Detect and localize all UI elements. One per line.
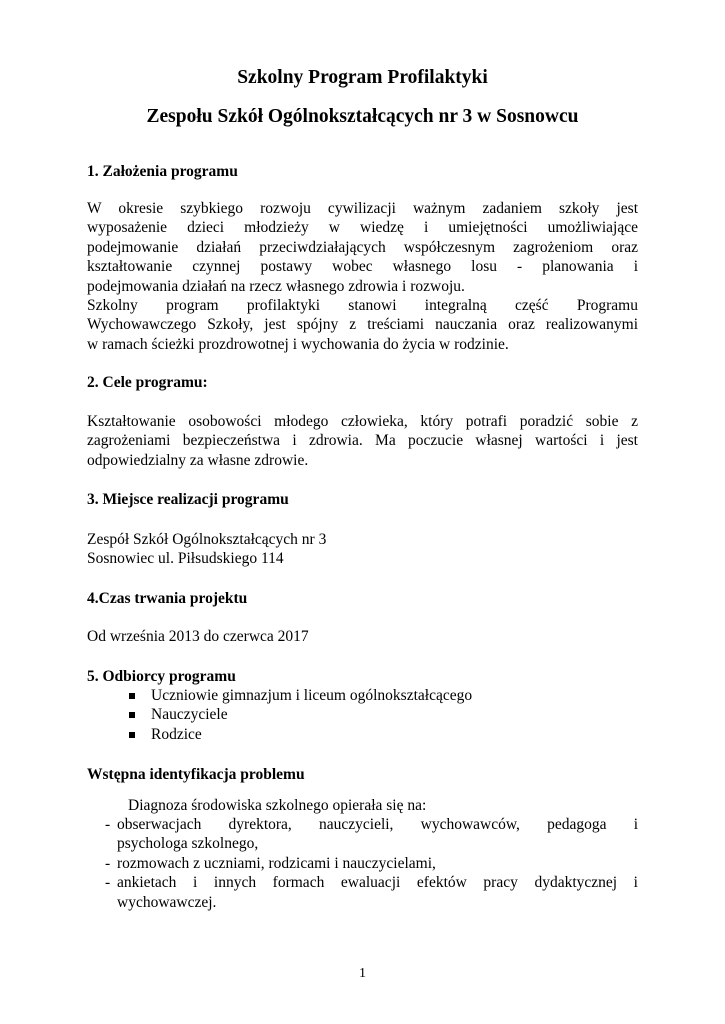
section-4-heading: 4.Czas trwania projektu (87, 590, 248, 607)
square-bullet-icon (129, 732, 135, 738)
document-subtitle: Zespołu Szkół Ogólnokształcących nr 3 w Sosnowcu (146, 106, 579, 127)
section-1-line: Wychowawczego Szkoły, jest spójny z treściami nauczania oraz realizowanymi (87, 316, 638, 334)
dash-marker: - (105, 854, 111, 872)
list-item-text-line: obserwacjach dyrektora, nauczycieli, wychowawców, pedagoga i (117, 816, 638, 833)
section-3-body (87, 530, 638, 569)
list-item (87, 873, 638, 912)
list-item-text-line: psychologa szkolnego, (117, 835, 259, 853)
recipients-list (126, 686, 472, 744)
list-item-text-line: wychowawczej. (117, 893, 217, 911)
list-item (126, 686, 472, 705)
square-bullet-icon (129, 693, 135, 699)
section-6-heading: Wstępna identyfikacja problemu (87, 766, 305, 783)
section-1-line: podejmowanie działań przeciwdziałających współczesnym zagrożeniom oraz (87, 238, 638, 256)
list-item-text: rozmowach z uczniami, rodzicami i nauczycielami, (117, 854, 436, 872)
section-1-line: Szkolny program profilaktyki stanowi integralną część Programu (87, 296, 638, 314)
list-item-text: Nauczyciele (151, 706, 228, 724)
section-1-heading: 1. Założenia programu (87, 163, 238, 180)
section-2-line: odpowiedzialny za własne zdrowie. (87, 451, 309, 469)
dash-marker: - (105, 816, 111, 833)
section-4-body (87, 627, 638, 646)
section-1-line: W okresie szybkiego rozwoju cywilizacji ważnym zadaniem szkoły jest (87, 200, 638, 217)
list-item (126, 725, 472, 744)
section-5-heading: 5. Odbiorcy programu (87, 668, 236, 685)
document-title: Szkolny Program Profilaktyki (237, 67, 488, 88)
list-item-text-line: ankietach i innych formach ewaluacji efektów pracy dydaktycznej i (117, 874, 638, 892)
page-number: 1 (359, 966, 366, 981)
list-item (87, 854, 638, 873)
section-2-line: zagrożeniami bezpieczeństwa i zdrowia. Ma poczucie własnej wartości i jest (87, 432, 638, 450)
section-2-heading: 2. Cele programu: (87, 374, 208, 391)
diagnosis-list (87, 815, 638, 912)
square-bullet-icon (129, 712, 135, 718)
list-item-text: Uczniowie gimnazjum i liceum ogólnokształcącego (151, 687, 473, 704)
address-line-1: Zespół Szkół Ogólnokształcących nr 3 (87, 531, 327, 548)
dash-marker: - (105, 874, 111, 892)
section-1-line: podejmowania działań na rzecz własnego zdrowia i rozwoju. (87, 277, 465, 295)
diagnosis-intro: Diagnoza środowiska szkolnego opierała się na: (128, 797, 427, 814)
section-3-heading: 3. Miejsce realizacji programu (87, 491, 289, 508)
section-2-line: Kształtowanie osobowości młodego człowieka, który potrafi poradzić sobie z (87, 413, 638, 430)
section-1-line: wyposażenie dzieci młodzieży w wiedzę i umiejętności umożliwiające (87, 219, 638, 237)
duration-text: Od września 2013 do czerwca 2017 (87, 628, 309, 645)
section-1-line: w ramach ścieżki prozdrowotnej i wychowania do życia w rodzinie. (87, 335, 509, 353)
list-item (126, 705, 472, 724)
list-item (87, 815, 638, 854)
section-2-body (87, 412, 638, 470)
section-1-body (87, 199, 638, 354)
section-1-line: kształtowanie czynnej postawy wobec własnego losu - planowania i (87, 258, 638, 276)
address-line-2: Sosnowiec ul. Piłsudskiego 114 (87, 550, 284, 568)
list-item-text: Rodzice (151, 725, 202, 743)
